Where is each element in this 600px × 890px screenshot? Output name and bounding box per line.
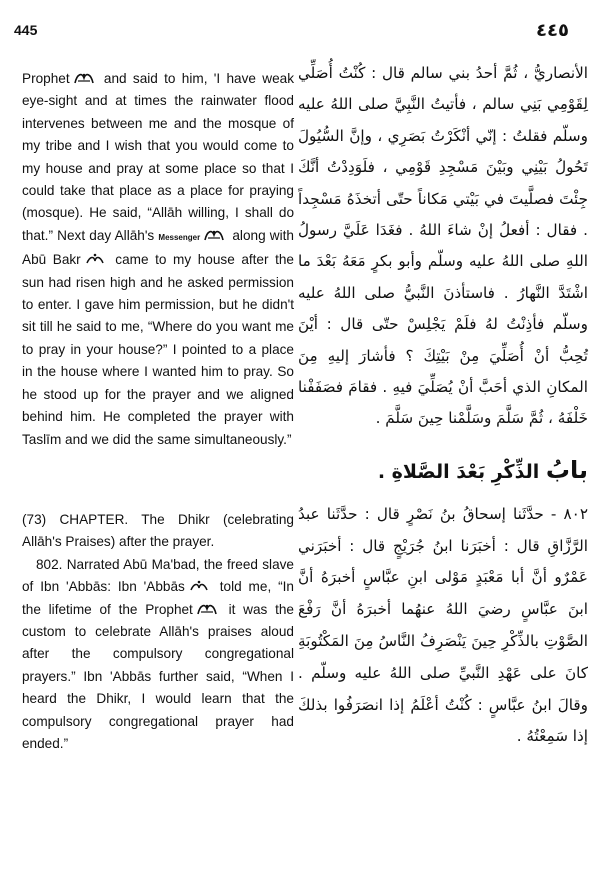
page-number-english: 445 bbox=[14, 22, 38, 38]
english-text: came to my house after the sun had risen high and he asked permission to enter. I gave him permission, but he didn't sit till he said to me, “Where do you want me to pray in your house?” I pointed to a place in the house where I wanted him to pray. So he stood up for the prayer and we aligned behind him. He completed the prayer with Taslīm and we did the same simultaneously.” bbox=[22, 252, 294, 447]
arabic-hadith-802: ٨٠٢ - حدَّثَنا إسحاقُ بنُ نَصْرٍ قال : حدَّثَنا عبدُ الرَّزَّاقِ قال : أخبَرَنا ابنُ جُرَيْجٍ قال : أخبَرَني عَمْرٌو أنَّ أبا مَعْبَدٍ مَوْلى ابنِ عبَّاسٍ أخبرَهُ أنَّ ابنَ عبَّاسٍ رضيَ اللهُ عنهُما أخبرَهُ أنَّ رَفْعَ الصَّوْتِ بالذِّكْرِ حِينَ يَنْصَرِفُ النَّاسُ مِنَ المَكْتُوبَةِ كانَ على عَهْدِ النَّبيِّ صلى اللهُ عليه وسلّم . وقالَ ابنُ عبَّاسٍ : كُنْتُ أعْلَمُ إذا انصَرَفُوا بذلكَ إذا سَمِعْتُهُ . bbox=[298, 504, 588, 746]
english-text: and said to him, 'I have weak eye-sight and at times the rainwater flood intervenes between me and the mosque of my tribe and I wish that you would come to my house and pray at some place so that I could take that place as a place for praying (mosque). He said, “Allāh willing, I shall do that.” Next day Allāh's bbox=[22, 71, 294, 243]
english-text: told me, “In the lifetime of the Prophet bbox=[22, 579, 294, 617]
companion-seal-icon bbox=[84, 251, 106, 267]
english-chapter-heading: (73) CHAPTER. The Dhikr (celebrating Allāh's Praises) after the prayer. bbox=[22, 511, 294, 550]
prophet-seal-icon bbox=[73, 70, 95, 86]
prophet-seal-icon bbox=[203, 227, 225, 243]
companion-seal-icon bbox=[188, 578, 210, 594]
english-text: it was the custom to celebrate Allāh's praises aloud after the compulsory congregational prayers.” Ibn 'Abbās further said, “When I heard the Dhikr, I would learn that the compulsory congregational prayer had ended.” bbox=[22, 601, 294, 751]
arabic-chapter-prefix: بابُ bbox=[545, 455, 588, 484]
english-text: along with Abū Bakr bbox=[22, 227, 294, 268]
messenger-label: Messenger bbox=[158, 232, 201, 242]
page-number-arabic: ٤٤٥ bbox=[536, 20, 569, 41]
english-text: Prophet bbox=[22, 71, 70, 86]
prophet-seal-icon bbox=[196, 601, 218, 617]
arabic-column bbox=[298, 58, 588, 753]
arabic-chapter-heading bbox=[298, 453, 588, 489]
english-text: 802. Narrated Abū Ma'bad, the freed slave of Ibn 'Abbās: Ibn 'Abbās bbox=[22, 556, 294, 595]
english-hadith-802 bbox=[22, 554, 294, 756]
english-column bbox=[22, 68, 294, 755]
arabic-paragraph-1: الأنصاريُّ ، ثُمَّ أحدُ بني سالم قال : كُنْتُ أُصَلِّي لِقَوْمِي بَنِي سالم ، فأتيتُ النَّبِيَّ صلى اللهُ عليه وسلّم فقلتُ : إنّي أنْكَرْتُ بَصَرِي ، وإنَّ السُّيُولَ تَحُولُ بَيْنِي وبَيْنَ مَسْجِدِ قَوْمِي ، فلَوَدِدْتُ أنَّكَ جِئْتَ فصلَّيتَ في بَيْتي مَكاناً حتّى أتخذَهُ مَسْجِداً . فقال : أفعلُ إنْ شاءَ اللهُ . فغَدَا عَلَيَّ رسولُ اللهِ صلى اللهُ عليه وسلّم وأبو بكرٍ مَعَهُ بَعْدَ ما اشْتَدَّ النَّهارُ . فاستأذنَ النَّبيُّ صلى اللهُ عليه وسلّم فأذِنْتُ لهُ فلَمْ يَجْلِسْ حتّى قال : أيْنَ تُحِبُّ أنْ أُصَلِّيَ مِنْ بَيْتِكَ ؟ فأشارَ إليهِ مِنَ المكانِ الذي أحَبَّ أنْ يُصَلِّيَ فيهِ . فقامَ فصَفَفْنا خَلْفَهُ ، ثُمَّ سَلَّمَ وسَلَّمْنا حِينَ سَلَّمَ . bbox=[298, 64, 588, 428]
english-paragraph-1 bbox=[22, 68, 294, 451]
arabic-chapter-title: الذِّكْرِ بَعْدَ الصَّلاةِ . bbox=[377, 460, 540, 483]
